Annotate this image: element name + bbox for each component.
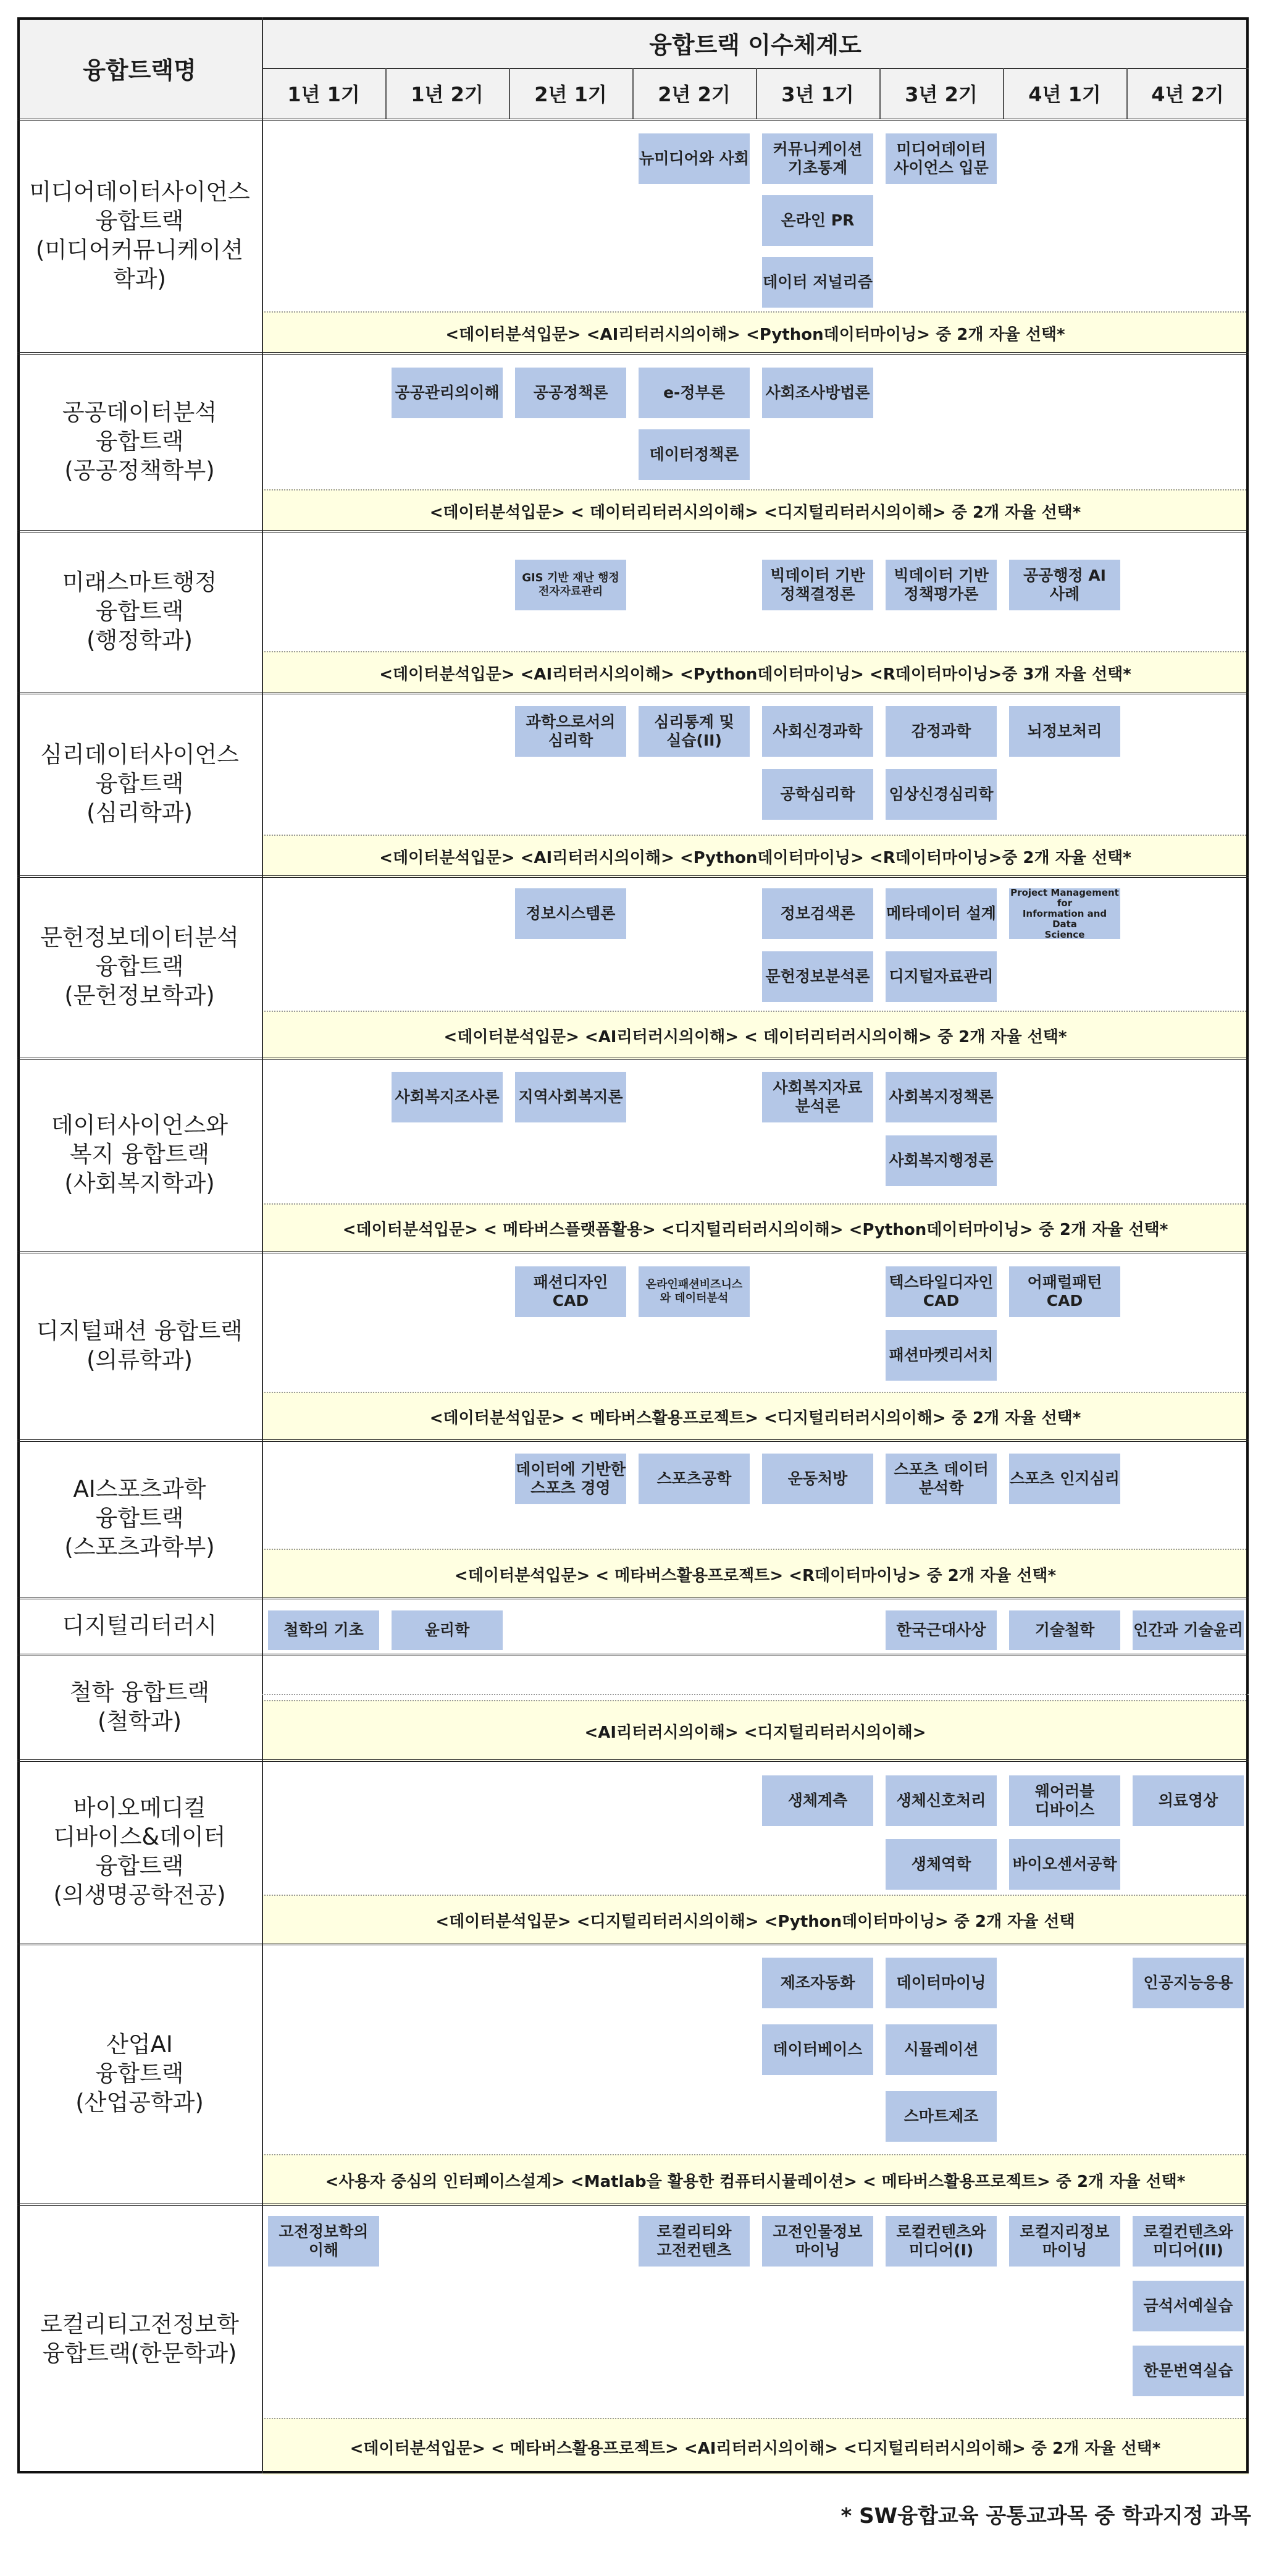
course-box[interactable]: GIS 기반 재난 행정 전자자료관리 (515, 560, 626, 610)
course-box[interactable]: 윤리학 (392, 1610, 503, 1650)
course-box[interactable]: 지역사회복지론 (515, 1072, 626, 1122)
course-box[interactable]: 한국근대사상 (886, 1610, 997, 1650)
course-box[interactable]: 제조자동화 (762, 1958, 873, 2008)
course-box[interactable]: 스포츠 인지심리 (1009, 1454, 1120, 1504)
semester-header-5: 3년 1기 (781, 83, 854, 106)
track-name: 산업AI 융합트랙 (산업공학과) (75, 2031, 204, 2116)
course-box[interactable]: 로컬지리정보 마이닝 (1009, 2216, 1120, 2267)
course-box[interactable]: 심리통계 및 실습(II) (639, 706, 750, 757)
course-box[interactable]: 웨어러블 디바이스 (1009, 1775, 1120, 1826)
elective-note: <데이터분석입문> < 데이터리터러시의이해> <디지털리터러시의이해> 중 2개 자율 선택* (262, 489, 1249, 531)
course-box[interactable]: 철학의 기초 (268, 1610, 379, 1650)
grid-h-line (17, 352, 1249, 355)
course-box[interactable]: 사회복지자료 분석론 (762, 1072, 873, 1122)
course-box[interactable]: 생체역학 (886, 1839, 997, 1890)
course-box[interactable]: 빅데이터 기반 정책결정론 (762, 560, 873, 610)
semester-header-8: 4년 2기 (1151, 83, 1224, 106)
course-box[interactable]: 공공관리의이해 (392, 368, 503, 418)
course-box[interactable]: 고전정보학의 이해 (268, 2216, 379, 2267)
grid-h-line (17, 530, 1249, 532)
course-box[interactable]: 문헌정보분석론 (762, 951, 873, 1002)
track-name: 미디어데이터사이언스 융합트랙 (미디어커뮤니케이션 학과) (29, 179, 250, 292)
grid-h-line (17, 2203, 1249, 2206)
elective-note: <데이터분석입문> < 메타버스활용프로젝트> <디지털리터러시의이해> 중 2개 자율 선택* (262, 1392, 1249, 1441)
elective-note: <데이터분석입문> <AI리터러시의이해> <Python데이터마이닝> <R데이터마이닝>중 3개 자율 선택* (262, 651, 1249, 693)
grid-h-line (17, 692, 1249, 694)
semester-header-4: 2년 2기 (658, 83, 731, 106)
table-border (17, 17, 1249, 2473)
grid-h-line (262, 1694, 1249, 1695)
course-box[interactable]: 공학심리학 (762, 769, 873, 820)
course-box[interactable]: 고전인물정보 마이닝 (762, 2216, 873, 2267)
grid-h-line (17, 875, 1249, 878)
course-box[interactable]: 인간과 기술윤리 (1133, 1610, 1244, 1650)
course-box[interactable]: 온라인패션비즈니스 와 데이터분석 (639, 1266, 750, 1317)
elective-note: <AI리터러시의이해> <디지털리터러시의이해> (262, 1700, 1249, 1761)
course-box[interactable]: 바이오센서공학 (1009, 1839, 1120, 1890)
semester-header-6: 3년 2기 (905, 83, 978, 106)
course-box[interactable]: 공공정책론 (515, 368, 626, 418)
course-box[interactable]: 한문번역실습 (1133, 2346, 1244, 2396)
grid-h-line (17, 1597, 1249, 1599)
track-name: 로컬리티고전정보학 융합트랙(한문학과) (40, 2310, 239, 2367)
track-name: 데이터사이언스와 복지 융합트랙 (사회복지학과) (51, 1112, 228, 1197)
course-box[interactable]: 금석서예실습 (1133, 2281, 1244, 2331)
grid-h-line (17, 1759, 1249, 1762)
course-box[interactable]: 미디어데이터 사이언스 입문 (886, 133, 997, 184)
track-name: 공공데이터분석 융합트랙 (공공정책학부) (62, 398, 217, 484)
elective-note: <데이터분석입문> <디지털리터러시의이해> <Python데이터마이닝> 중 2개 자율 선택 (262, 1895, 1249, 1944)
course-box[interactable]: 생체신호처리 (886, 1775, 997, 1826)
elective-note: <데이터분석입문> <AI리터러시의이해> < 데이터리터러시의이해> 중 2개 자율 선택* (262, 1011, 1249, 1059)
elective-note: <데이터분석입문> < 메타버스플랫폼활용> <디지털리터러시의이해> <Python데이터마이닝> 중 2개 자율 선택* (262, 1203, 1249, 1252)
course-box[interactable]: 인공지능응용 (1133, 1958, 1244, 2008)
elective-note: <데이터분석입문> < 메타버스활용프로젝트> <AI리터러시의이해> <디지털리터러시의이해> 중 2개 자율 선택* (262, 2418, 1249, 2475)
course-box[interactable]: 임상신경심리학 (886, 769, 997, 820)
grid-v-line (879, 68, 881, 119)
track-name: 미래스마트행정 융합트랙 (행정학과) (62, 568, 217, 654)
course-box[interactable]: 감정과학 (886, 706, 997, 757)
course-box[interactable]: 디지털자료관리 (886, 951, 997, 1002)
grid-v-line (385, 68, 387, 119)
course-box[interactable]: 운동처방 (762, 1454, 873, 1504)
track-name: 디지털리터러시 (62, 1612, 217, 1639)
course-box[interactable]: 로컬리티와 고전컨텐츠 (639, 2216, 750, 2267)
course-box[interactable]: 뉴미디어와 사회 (639, 133, 750, 184)
grid-v-line (262, 17, 263, 2473)
grid-h-line (17, 119, 1249, 121)
elective-note: <사용자 중심의 인터페이스설계> <Matlab을 활용한 컴퓨터시뮬레이션> < 메타버스활용프로젝트> 중 2개 자율 선택* (262, 2154, 1249, 2205)
course-box[interactable]: 정보검색론 (762, 888, 873, 939)
grid-v-line (632, 68, 634, 119)
course-box[interactable]: Project Management for Information and Data Science (1009, 888, 1120, 939)
course-box[interactable]: 사회복지조사론 (392, 1072, 503, 1122)
grid-v-line (509, 68, 510, 119)
course-box[interactable]: 과학으로서의 심리학 (515, 706, 626, 757)
semester-header-2: 1년 2기 (411, 83, 484, 106)
course-box[interactable]: 패션마켓리서치 (886, 1330, 997, 1381)
semester-header-1: 1년 1기 (287, 83, 360, 106)
course-box[interactable]: 어패럴패턴 CAD (1009, 1266, 1120, 1317)
course-box[interactable]: 스포츠 데이터 분석학 (886, 1454, 997, 1504)
course-box[interactable]: 데이터에 기반한 스포츠 경영 (515, 1454, 626, 1504)
semester-header-7: 4년 1기 (1028, 83, 1101, 106)
course-box[interactable]: 생체계측 (762, 1775, 873, 1826)
course-box[interactable]: 기술철학 (1009, 1610, 1120, 1650)
course-box[interactable]: 데이터베이스 (762, 2024, 873, 2075)
course-box[interactable]: 로컬컨텐츠와 미디어(I) (886, 2216, 997, 2267)
course-box[interactable]: 사회조사방법론 (762, 368, 873, 418)
course-box[interactable]: 사회복지행정론 (886, 1135, 997, 1186)
semester-header-3: 2년 1기 (534, 83, 607, 106)
track-name: 심리데이터사이언스 융합트랙 (심리학과) (40, 741, 239, 826)
footnote: * SW융합교육 공통교과목 중 학과지정 과목 (841, 2504, 1251, 2528)
elective-note: <데이터분석입문> < 메타버스활용프로젝트> <R데이터마이닝> 중 2개 자율 선택* (262, 1549, 1249, 1598)
course-box[interactable]: 빅데이터 기반 정책평가론 (886, 560, 997, 610)
grid-v-line (1003, 68, 1004, 119)
course-box[interactable]: 메타데이터 설계 (886, 888, 997, 939)
grid-v-line (756, 68, 757, 119)
course-box[interactable]: 데이터 저널리즘 (762, 257, 873, 308)
track-name: 철학 융합트랙 (철학과) (69, 1678, 210, 1735)
course-box[interactable]: 의료영상 (1133, 1775, 1244, 1826)
track-name: 문헌정보데이터분석 융합트랙 (문헌정보학과) (40, 924, 239, 1009)
course-box[interactable]: 로컬컨텐츠와 미디어(II) (1133, 2216, 1244, 2267)
course-box[interactable]: 정보시스템론 (515, 888, 626, 939)
course-box[interactable]: 텍스타일디자인 CAD (886, 1266, 997, 1317)
course-box[interactable]: 온라인 PR (762, 195, 873, 246)
course-box[interactable]: 사회신경과학 (762, 706, 873, 757)
track-name: 바이오메디컬 디바이스&데이터 융합트랙 (의생명공학전공) (53, 1794, 226, 1908)
course-box[interactable]: 뇌정보처리 (1009, 706, 1120, 757)
grid-h-line (17, 1654, 1249, 1656)
system-title: 융합트랙 이수체계도 (649, 31, 861, 59)
grid-h-line (17, 1251, 1249, 1253)
course-box[interactable]: 공공행정 AI 사례 (1009, 560, 1120, 610)
course-box[interactable]: 데이터마이닝 (886, 1958, 997, 2008)
grid-h-line (17, 1943, 1249, 1945)
track-name: 디지털패션 융합트랙 (의류학과) (36, 1317, 243, 1373)
course-box[interactable]: 사회복지정책론 (886, 1072, 997, 1122)
grid-h-line (17, 1058, 1249, 1060)
elective-note: <데이터분석입문> <AI리터러시의이해> <Python데이터마이닝> 중 2개 자율 선택* (262, 311, 1249, 353)
course-box[interactable]: 데이터정책론 (639, 429, 750, 480)
elective-note: <데이터분석입문> <AI리터러시의이해> <Python데이터마이닝> <R데이터마이닝>중 2개 자율 선택* (262, 835, 1249, 877)
course-box[interactable]: 스포츠공학 (639, 1454, 750, 1504)
grid-v-line (1126, 68, 1128, 119)
track-column-header: 융합트랙명 (83, 56, 196, 84)
course-box[interactable]: 커뮤니케이션 기초통계 (762, 133, 873, 184)
course-box[interactable]: e-정부론 (639, 368, 750, 418)
grid-h-line (17, 1439, 1249, 1442)
course-box[interactable]: 패션디자인 CAD (515, 1266, 626, 1317)
track-name: AI스포츠과학 융합트랙 (스포츠과학부) (64, 1476, 215, 1560)
course-box[interactable]: 시뮬레이션 (886, 2024, 997, 2075)
grid-h-line (262, 68, 1249, 69)
course-box[interactable]: 스마트제조 (886, 2091, 997, 2142)
